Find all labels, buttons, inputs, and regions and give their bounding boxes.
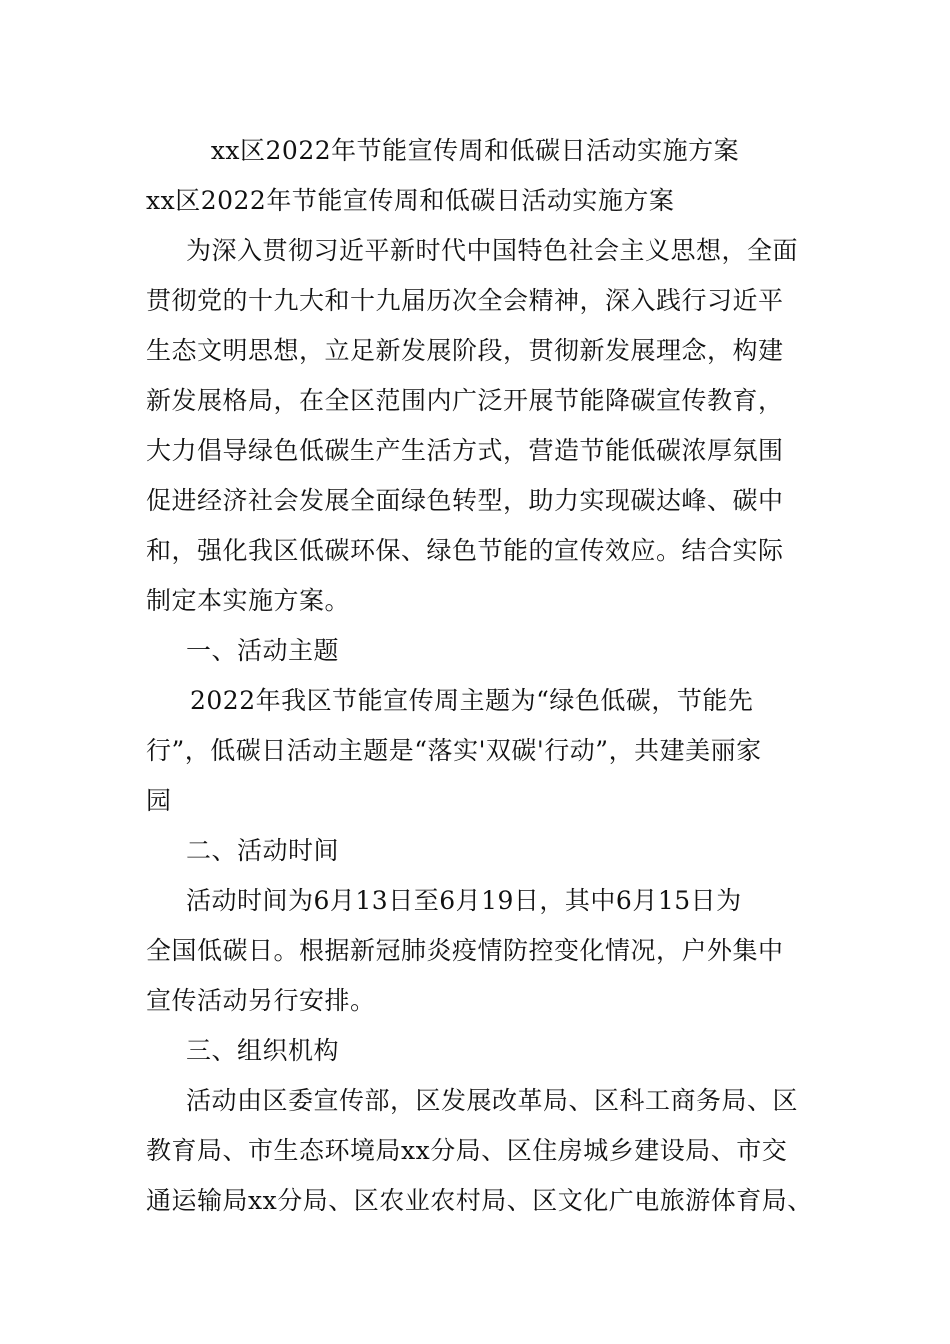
document-title-centered: xx区2022年节能宣传周和低碳日活动实施方案 [210,136,740,165]
intro-line-6: 促进经济社会发展全面绿色转型，助力实现碳达峰、碳中 [146,486,784,515]
intro-line-5: 大力倡导绿色低碳生产生活方式，营造节能低碳浓厚氛围 [146,436,784,465]
organization-line-2: 教育局、市生态环境局xx分局、区住房城乡建设局、市交 [146,1136,788,1165]
theme-line-2: 行”，低碳日活动主题是“落实'双碳'行动”，共建美丽家 [146,736,762,765]
intro-line-3: 生态文明思想，立足新发展阶段，贯彻新发展理念，构建 [146,336,784,365]
time-line-1: 活动时间为6月13日至6月19日，其中6月15日为 [186,886,742,915]
intro-line-8: 制定本实施方案。 [146,586,351,615]
intro-line-2: 贯彻党的十九大和十九届历次全会精神，深入践行习近平 [146,286,784,315]
theme-line-1: 2022年我区节能宣传周主题为“绿色低碳，节能先 [190,686,754,715]
theme-line-3: 园 [146,786,172,815]
organization-line-3: 通运输局xx分局、区农业农村局、区文化广电旅游体育局、 [146,1186,813,1215]
intro-line-4: 新发展格局，在全区范围内广泛开展节能降碳宣传教育， [146,386,784,415]
section-heading-organization: 三、组织机构 [186,1036,340,1065]
intro-line-1: 为深入贯彻习近平新时代中国特色社会主义思想，全面 [186,236,799,265]
intro-line-7: 和，强化我区低碳环保、绿色节能的宣传效应。结合实际 [146,536,784,565]
section-heading-theme: 一、活动主题 [186,636,340,665]
time-line-3: 宣传活动另行安排。 [146,986,376,1015]
section-heading-time: 二、活动时间 [186,836,340,865]
document-title-left: xx区2022年节能宣传周和低碳日活动实施方案 [146,186,675,215]
time-line-2: 全国低碳日。根据新冠肺炎疫情防控变化情况，户外集中 [146,936,784,965]
organization-line-1: 活动由区委宣传部，区发展改革局、区科工商务局、区 [186,1086,799,1115]
